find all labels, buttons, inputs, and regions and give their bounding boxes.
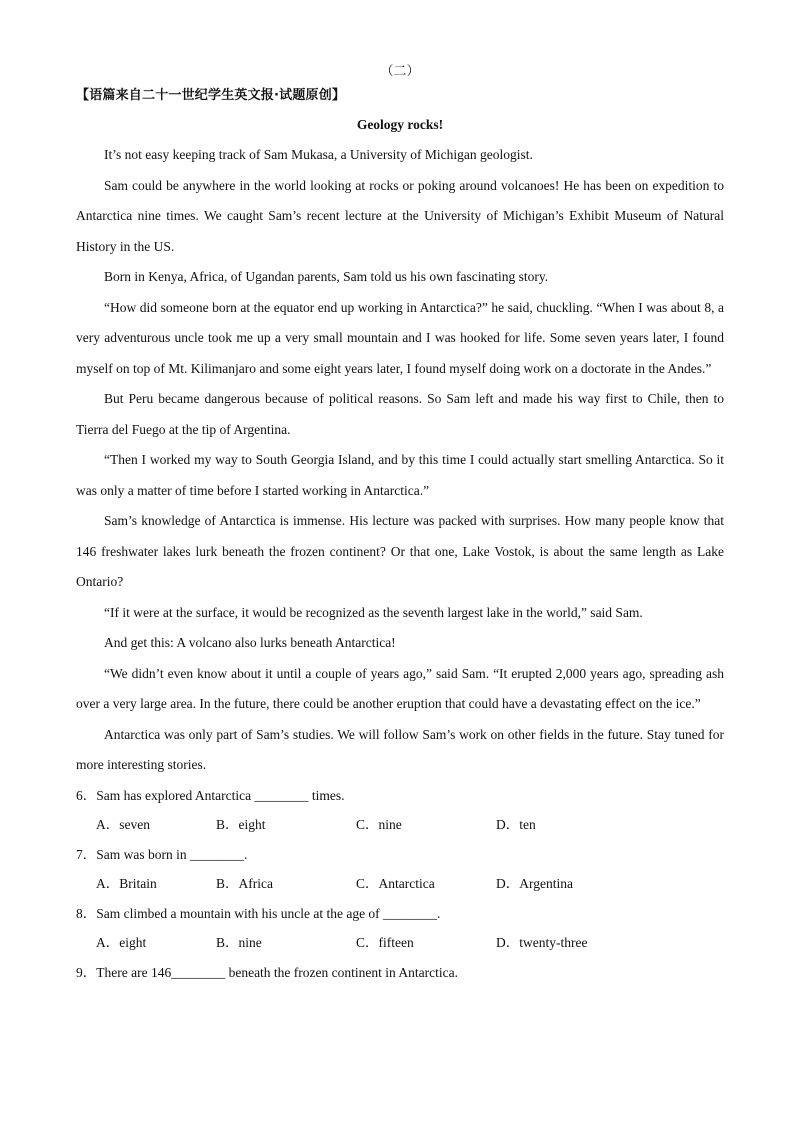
option-c: C．fifteen bbox=[356, 935, 414, 951]
question-6-options bbox=[76, 810, 724, 840]
question-9-stem: 9．There are 146________ beneath the frozen continent in Antarctica. bbox=[76, 965, 458, 981]
paragraph: “We didn’t even know about it until a couple of years ago,” said Sam. “It erupted 2,000 years ago, spreading ash over a very large area. In the future, there could be another eruption that could have a devastating effect on the ice.” bbox=[76, 665, 724, 711]
question-list bbox=[76, 781, 724, 988]
option-c: C．nine bbox=[356, 817, 402, 833]
option-a: A．seven bbox=[96, 817, 150, 833]
question-8-stem: 8．Sam climbed a mountain with his uncle at the age of ________. bbox=[76, 905, 441, 921]
paragraph: Antarctica was only part of Sam’s studies. We will follow Sam’s work on other fields in the future. Stay tuned for more interesting stories. bbox=[76, 726, 724, 772]
paragraph: “Then I worked my way to South Georgia Island, and by this time I could actually start smelling Antarctica. So it was only a matter of time before I started working in Antarctica.” bbox=[76, 452, 724, 498]
option-b: B．eight bbox=[216, 817, 266, 833]
option-d: D．Argentina bbox=[496, 876, 573, 892]
option-a: A．eight bbox=[96, 935, 147, 951]
document-page bbox=[76, 60, 724, 988]
paragraph: But Peru became dangerous because of political reasons. So Sam left and made his way first to Chile, then to Tierra del Fuego at the tip of Argentina. bbox=[76, 391, 724, 437]
question-7-stem: 7．Sam was born in ________. bbox=[76, 846, 248, 862]
option-b: B．Africa bbox=[216, 876, 273, 892]
question-7-options bbox=[76, 869, 724, 899]
paragraph: “How did someone born at the equator end up working in Antarctica?” he said, chuckling. “When I was about 8, a very adventurous uncle took me up a very small mountain and I was hooked for life. Some seven years later, I found myself on top of Mt. Kilimanjaro and some eight years later, I found myself doing work on a doctorate in the Andes.” bbox=[76, 299, 724, 376]
option-c: C．Antarctica bbox=[356, 876, 435, 892]
option-a: A．Britain bbox=[96, 876, 157, 892]
question-6-stem: 6．Sam has explored Antarctica ________ times. bbox=[76, 787, 345, 803]
option-d: D．ten bbox=[496, 817, 536, 833]
paragraph: It’s not easy keeping track of Sam Mukasa, a University of Michigan geologist. bbox=[104, 147, 533, 162]
article-title: Geology rocks! bbox=[356, 117, 444, 132]
paragraph: Sam could be anywhere in the world looking at rocks or poking around volcanoes! He has been on expedition to Antarctica nine times. We caught Sam’s recent lecture at the University of Michigan’s Exhibit Museum of Natural History in the US. bbox=[76, 177, 724, 254]
question-8-options bbox=[76, 928, 724, 958]
article-body bbox=[76, 140, 724, 781]
source-tag: 【语篇来自二十一世纪学生英文报·试题原创】 bbox=[76, 88, 346, 103]
section-number: （二） bbox=[380, 63, 420, 78]
paragraph: “If it were at the surface, it would be recognized as the seventh largest lake in the world,” said Sam. bbox=[104, 604, 643, 620]
paragraph: Born in Kenya, Africa, of Ugandan parents, Sam told us his own fascinating story. bbox=[104, 269, 549, 284]
option-d: D．twenty-three bbox=[496, 935, 588, 951]
paragraph: Sam’s knowledge of Antarctica is immense. His lecture was packed with surprises. How many people know that 146 freshwater lakes lurk beneath the frozen continent? Or that one, Lake Vostok, is about the same length as Lake Ontario? bbox=[76, 513, 724, 589]
option-b: B．nine bbox=[216, 935, 262, 951]
paragraph: And get this: A volcano also lurks beneath Antarctica! bbox=[104, 635, 396, 650]
